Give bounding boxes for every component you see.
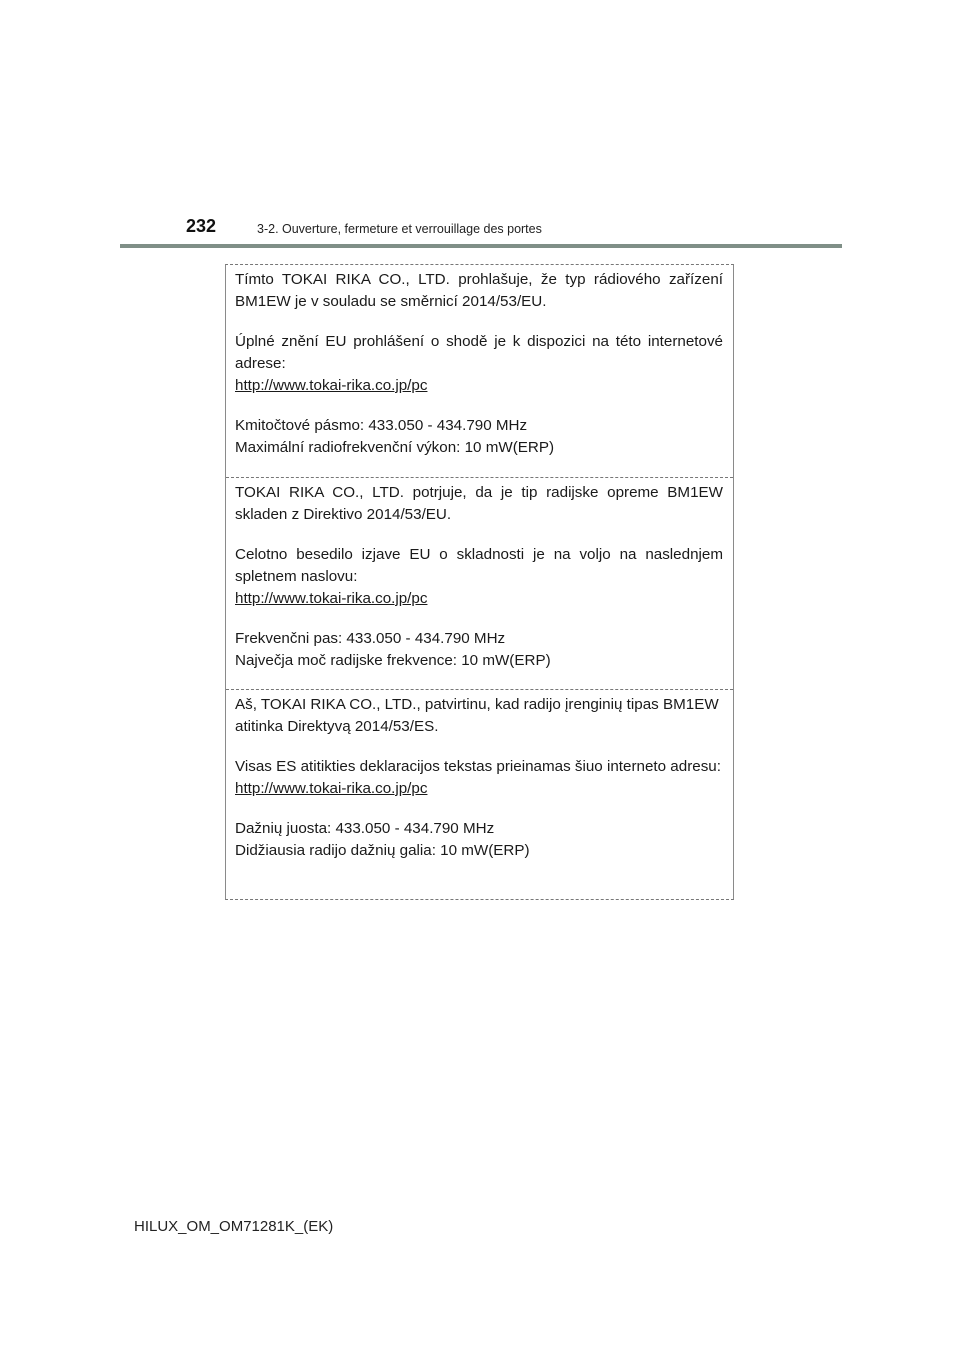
page-header [186,214,846,244]
page-number: 232 [186,216,217,236]
section-lithuanian [226,689,733,899]
section-czech [226,265,733,477]
declaration-box [225,264,734,900]
max-power-text: Didžiausia radijo dažnių galia: 10 mW(ERP) [235,842,530,859]
header-rule [120,244,842,248]
frequency-band-text: Kmitočtové pásmo: 433.050 - 434.790 MHz [235,417,528,434]
section-title: 3-2. Ouverture, fermeture et verrouillage des portes [257,222,542,236]
declaration-url-link[interactable]: http://www.tokai-rika.co.jp/pc [235,377,428,394]
frequency-band-text: Dažnių juosta: 433.050 - 434.790 MHz [235,820,495,837]
full-text-intro: Úplné znění EU prohlášení o shodě je k dispozici na této internetové adrese: [235,333,723,372]
frequency-band-text: Frekvenčni pas: 433.050 - 434.790 MHz [235,630,506,647]
declaration-text: Aš, TOKAI RIKA CO., LTD., patvirtinu, kad radijo įrenginių tipas BM1EW atitinka Direktyvą 2014/53/ES. [235,696,719,735]
full-text-intro: Celotno besedilo izjave EU o skladnosti je na voljo na naslednjem spletnem naslovu: [235,546,723,585]
max-power-text: Maximální radiofrekvenční výkon: 10 mW(ERP) [235,439,555,456]
section-slovenian [226,477,733,689]
declaration-text: TOKAI RIKA CO., LTD. potrjuje, da je tip radijske opreme BM1EW skladen z Direktivo 2014/53/EU. [235,484,723,523]
document-code: HILUX_OM_OM71281K_(EK) [134,1218,334,1235]
full-text-intro: Visas ES atitikties deklaracijos tekstas prieinamas šiuo interneto adresu: [235,758,721,775]
max-power-text: Največja moč radijske frekvence: 10 mW(ERP) [235,652,551,669]
declaration-url-link[interactable]: http://www.tokai-rika.co.jp/pc [235,590,428,607]
declaration-text: Tímto TOKAI RIKA CO., LTD. prohlašuje, že typ rádiového zařízení BM1EW je v souladu se směrnicí 2014/53/EU. [235,271,723,310]
declaration-url-link[interactable]: http://www.tokai-rika.co.jp/pc [235,780,428,797]
